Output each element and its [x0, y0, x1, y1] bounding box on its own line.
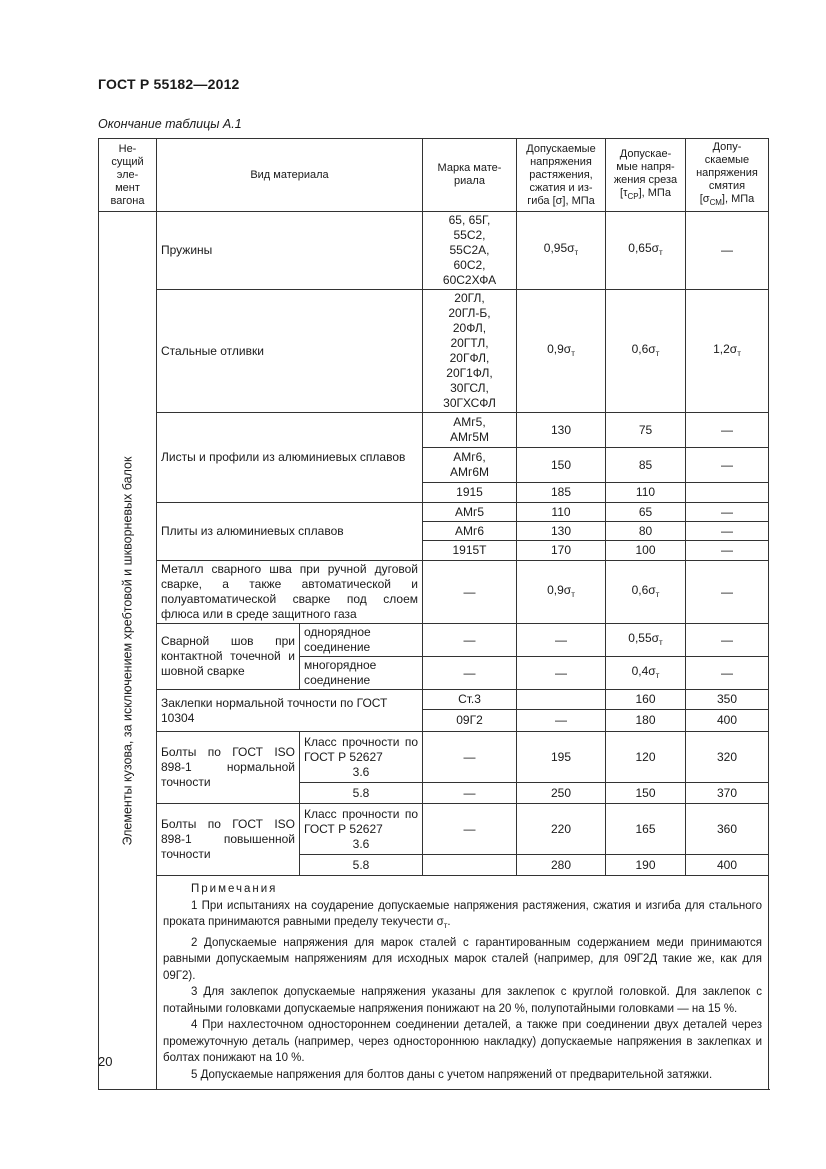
material-sheets: Листы и профили из алюминиевых сплавов: [157, 413, 423, 503]
bearing-cell: 370: [686, 783, 769, 804]
material-bolts-high: Болты по ГОСТ ISO 898-1 повышенной точности: [157, 804, 300, 876]
bearing-cell: —: [686, 541, 769, 561]
bearing-cell: 320: [686, 732, 769, 783]
bearing-cell: [686, 483, 769, 503]
shear-cell: $0,6\sigma_т$: [606, 561, 686, 624]
grade-castings: 20ГЛ, 20ГЛ-Б, 20ФЛ, 20ГТЛ, 20ГФЛ, 20Г1ФЛ, 30ГСЛ, 30ГХСФЛ: [423, 290, 517, 413]
tension-cell: —: [517, 710, 606, 732]
bearing-cell: —: [686, 503, 769, 522]
bearing-cell: 400: [686, 710, 769, 732]
grade-cell: —: [423, 732, 517, 783]
material-weld-metal: Металл сварного шва при ручной дуговой сварке, а также автоматической и полуавтоматической сварке под слоем флюса или в среде защитного газа: [157, 561, 423, 624]
shear-cell: $0,4\sigma_т$: [606, 657, 686, 690]
grade-cell: 1915: [423, 483, 517, 503]
tension-cell: 220: [517, 804, 606, 855]
strength-class-value: 5.8: [300, 855, 423, 876]
table-row: [99, 624, 769, 657]
table-row-castings: [99, 290, 769, 413]
col-header-bearing: Допу- скаемые напряжения смятия $[\sigma_{СМ}]$, МПа: [686, 139, 769, 212]
col-header-material: Вид материала: [157, 139, 423, 212]
shear-cell: 75: [606, 413, 686, 448]
table-header-row: [99, 139, 769, 212]
tension-cell: [517, 690, 606, 710]
shear-springs: $0,65\sigma_т$: [606, 212, 686, 290]
tension-cell: 170: [517, 541, 606, 561]
strength-class-value: 5.8: [300, 783, 423, 804]
element-group-label: Элементы кузова, за исключением хребтовой и шкворневых балок: [120, 456, 134, 845]
grade-cell: АМг6, АМг6М: [423, 448, 517, 483]
shear-cell: 65: [606, 503, 686, 522]
shear-cell: 110: [606, 483, 686, 503]
strength-class-value: 3.6: [352, 764, 370, 779]
tension-cell: 195: [517, 732, 606, 783]
material-spot-weld: Сварной шов при контактной точечной и шовной сварке: [157, 624, 300, 690]
bearing-castings: $1,2\sigma_т$: [686, 290, 769, 413]
shear-cell: 80: [606, 522, 686, 541]
grade-cell: —: [423, 657, 517, 690]
material-plates: Плиты из алюминиевых сплавов: [157, 503, 423, 561]
tension-cell: $0,9\sigma_т$: [517, 561, 606, 624]
bearing-cell: —: [686, 448, 769, 483]
page-number: 20: [98, 1054, 113, 1069]
table-caption: Окончание таблицы А.1: [98, 117, 242, 131]
tension-cell: 150: [517, 448, 606, 483]
col-header-grade: Марка мате- риала: [423, 139, 517, 212]
weld-type-cell: однорядное соединение: [300, 624, 423, 657]
bearing-cell: —: [686, 413, 769, 448]
tension-cell: 130: [517, 522, 606, 541]
note-5: 5 Допускаемые напряжения для болтов даны с учетом напряжений от предварительной затяжки.: [191, 1068, 713, 1081]
note-1: 1 При испытаниях на соударение допускаемые напряжения растяжения, сжатия и изгиба для стального проката принимаются равными пределу текучести $\sigma_т$.: [163, 899, 762, 930]
material-springs: Пружины: [157, 212, 423, 290]
stress-table: [98, 138, 769, 1090]
note-3: 3 Для заклепок допускаемые напряжения указаны для заклепок с круглой головкой. Для заклепок с потайными головками допускаемые напряжения понижают на 20 %, полупотайными головками — на 15 %.: [163, 986, 762, 1015]
grade-springs: 65, 65Г, 55С2, 55С2А, 60С2, 60С2ХФА: [423, 212, 517, 290]
table-row: [99, 413, 769, 448]
table-row-springs: [99, 212, 769, 290]
notes-block: [157, 876, 769, 1090]
col-header-element: Не- сущий эле- мент вагона: [99, 139, 157, 212]
tension-cell: 110: [517, 503, 606, 522]
bearing-cell: —: [686, 522, 769, 541]
table-row: [99, 690, 769, 710]
shear-cell: 165: [606, 804, 686, 855]
grade-cell: —: [423, 783, 517, 804]
bearing-cell: 360: [686, 804, 769, 855]
strength-class-cell: [300, 732, 423, 783]
grade-cell: АМг5: [423, 503, 517, 522]
table-row: [99, 804, 769, 855]
tension-cell: 250: [517, 783, 606, 804]
shear-cell: 120: [606, 732, 686, 783]
grade-cell: —: [423, 624, 517, 657]
shear-cell: 190: [606, 855, 686, 876]
tension-cell: —: [517, 624, 606, 657]
table-row-weld-metal: [99, 561, 769, 624]
table-row: [99, 732, 769, 783]
grade-cell: 1915Т: [423, 541, 517, 561]
tension-castings: $0,9\sigma_т$: [517, 290, 606, 413]
shear-cell: $0,55\sigma_т$: [606, 624, 686, 657]
shear-cell: 160: [606, 690, 686, 710]
shear-cell: 150: [606, 783, 686, 804]
grade-cell: АМг5, АМг5М: [423, 413, 517, 448]
grade-cell: —: [423, 561, 517, 624]
material-bolts-normal: Болты по ГОСТ ISO 898-1 нормальной точности: [157, 732, 300, 804]
col-header-tension: Допускаемые напряжения растяжения, сжатия и из- гиба [σ], МПа: [517, 139, 606, 212]
tension-cell: —: [517, 657, 606, 690]
tension-cell: 185: [517, 483, 606, 503]
shear-cell: 180: [606, 710, 686, 732]
grade-cell: —: [423, 804, 517, 855]
material-rivets: Заклепки нормальной точности по ГОСТ 10304: [157, 690, 423, 732]
table-row: [99, 503, 769, 522]
bearing-cell: —: [686, 561, 769, 624]
grade-cell: АМг6: [423, 522, 517, 541]
note-4: 4 При нахлесточном одностороннем соединении деталей, а также при соединении двух деталей через промежуточную деталь (например, через одностороннюю накладку) допускаемые напряжения в заклепках и болтах понижают на 10 %.: [163, 1019, 762, 1064]
bearing-cell: 350: [686, 690, 769, 710]
shear-castings: $0,6\sigma_т$: [606, 290, 686, 413]
bearing-cell: —: [686, 624, 769, 657]
bearing-springs: —: [686, 212, 769, 290]
grade-cell: Ст.3: [423, 690, 517, 710]
strength-class-value: 3.6: [352, 836, 370, 851]
shear-cell: 100: [606, 541, 686, 561]
notes-title: Примечания: [191, 883, 278, 895]
bearing-cell: —: [686, 657, 769, 690]
bearing-cell: 400: [686, 855, 769, 876]
notes-row: [99, 876, 769, 1090]
element-group-cell: [99, 212, 157, 1090]
tension-cell: 280: [517, 855, 606, 876]
weld-type-cell: многорядное соединение: [300, 657, 423, 690]
grade-cell: 09Г2: [423, 710, 517, 732]
strength-class-cell: [300, 804, 423, 855]
note-2: 2 Допускаемые напряжения для марок сталей с гарантированным содержанием меди принимаются равными допускаемым напряжениям для исходных марок сталей (например, для 09Г2Д такие же, как для 09Г2).: [163, 936, 762, 982]
tension-cell: 130: [517, 413, 606, 448]
strength-class-label: Класс прочности по ГОСТ Р 52627: [304, 734, 418, 764]
strength-class-label: Класс прочности по ГОСТ Р 52627: [304, 806, 418, 836]
document-standard-id: ГОСТ Р 55182—2012: [98, 76, 240, 92]
col-header-shear: Допускае- мые напря- жения среза $[\tau_{СР}]$, МПа: [606, 139, 686, 212]
shear-cell: 85: [606, 448, 686, 483]
tension-springs: $0,95\sigma_т$: [517, 212, 606, 290]
material-castings: Стальные отливки: [157, 290, 423, 413]
grade-cell: [423, 855, 517, 876]
